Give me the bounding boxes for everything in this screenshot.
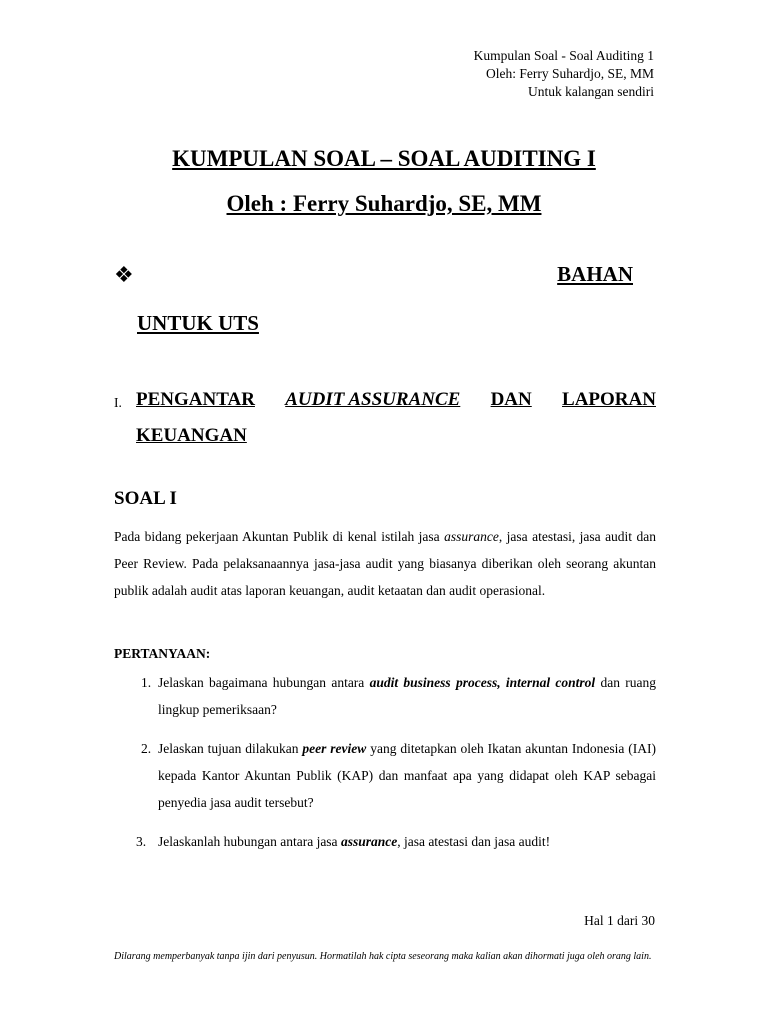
untuk-uts-heading: UNTUK UTS <box>137 311 259 335</box>
question-text: dan ruang lingkup pemeriksaan? <box>158 675 657 717</box>
question-emphasis: assurance <box>340 834 398 849</box>
page-number: Hal 1 dari 30 <box>584 913 655 928</box>
question-text: Jelaskan bagaimana hubungan antara <box>158 675 370 690</box>
question-text: , jasa atestasi dan jasa audit! <box>397 834 551 849</box>
paragraph-text: Pada bidang pekerjaan Akuntan Publik di kenal istilah jasa <box>114 529 445 544</box>
soal-heading: SOAL I <box>114 488 177 509</box>
question-number: 1. <box>141 675 152 690</box>
paragraph-italic: assurance <box>444 529 499 544</box>
question-number: 2. <box>141 741 152 756</box>
document-subtitle: Oleh : Ferry Suhardjo, SE, MM <box>226 191 542 216</box>
section-title <box>136 389 656 411</box>
document-title: KUMPULAN SOAL – SOAL AUDITING I <box>172 146 596 171</box>
section-title-italic: AUDIT ASSURANCE <box>285 389 461 410</box>
bahan-heading: BAHAN <box>557 262 633 286</box>
section-title-word: LAPORAN <box>562 389 656 410</box>
copyright-note: Dilarang memperbanyak tanpa ijin dari penyusun. Hormatilah hak cipta seseorang maka kalian akan dihormati juga oleh orang lain. <box>114 951 652 962</box>
question-3 <box>158 828 656 855</box>
soal-paragraph <box>114 523 656 604</box>
section-title-word: DAN <box>490 389 532 410</box>
diamond-bullet-icon: ❖ <box>114 262 134 287</box>
section-title-word: PENGANTAR <box>136 389 255 410</box>
question-emphasis: peer review <box>302 741 367 756</box>
question-text: yang ditetapkan oleh Ikatan akuntan Indonesia (IAI) kepada Kantor Akuntan Publik (KAP) dan manfaat apa yang didapat oleh KAP sebagai penyedia jasa audit tersebut? <box>158 741 656 810</box>
paragraph-text: , jasa atestasi, jasa audit dan Peer Review. Pada pelaksanaannya jasa-jasa audit yang biasanya diberikan oleh seorang akuntan publik adalah audit atas laporan keuangan, audit ketaatan dan audit operasional. <box>114 529 656 598</box>
running-header <box>474 47 654 101</box>
header-line-1: Kumpulan Soal - Soal Auditing 1 <box>473 48 654 63</box>
question-emphasis: audit business process, internal control <box>369 675 596 690</box>
header-line-2: Oleh: Ferry Suhardjo, SE, MM <box>486 66 654 81</box>
question-1 <box>158 669 656 723</box>
section-number: I. <box>114 395 122 410</box>
section-title-line-2: KEUANGAN <box>136 425 247 446</box>
question-2 <box>158 735 656 816</box>
question-text: Jelaskan tujuan dilakukan <box>158 741 303 756</box>
pertanyaan-label: PERTANYAAN: <box>114 646 211 661</box>
header-line-3: Untuk kalangan sendiri <box>528 84 654 99</box>
question-text: Jelaskanlah hubungan antara jasa <box>158 834 341 849</box>
question-number: 3. <box>136 834 147 849</box>
